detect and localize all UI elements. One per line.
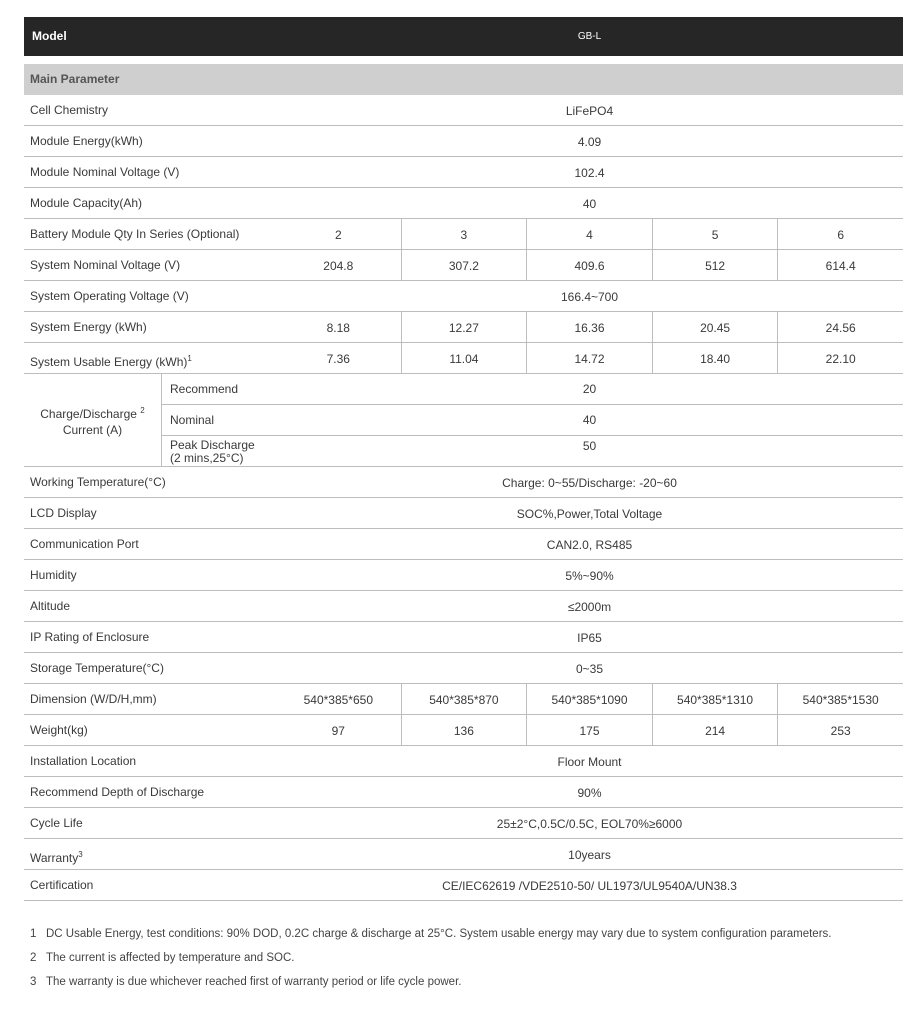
row-value: 540*385*870 <box>401 684 527 715</box>
section-header <box>24 64 903 95</box>
row-value: 40 <box>582 196 597 211</box>
table-row <box>24 808 903 839</box>
row-value: 20.45 <box>652 312 778 343</box>
row-value: SOC%,Power,Total Voltage <box>516 506 663 521</box>
charge-nominal-row <box>162 405 903 436</box>
row-value: 102.4 <box>574 165 605 180</box>
row-value: 204.8 <box>323 258 354 273</box>
row-value: 614.4 <box>777 250 903 281</box>
row-label: Installation Location <box>30 754 137 768</box>
charge-discharge-label: Charge/Discharge $^2$ Current (A) <box>24 374 162 467</box>
charge-peak-label: Peak Discharge (2 mins,25°C) <box>170 438 255 465</box>
row-label: LCD Display <box>30 506 97 520</box>
row-value: 3 <box>401 219 527 250</box>
row-label: System Usable Energy (kWh)$^1$ <box>30 354 192 369</box>
charge-peak-value: 50 <box>582 439 597 453</box>
table-row <box>24 529 903 560</box>
model-value: GB-L <box>577 31 602 42</box>
row-value: 166.4~700 <box>560 289 619 304</box>
charge-recommend-label: Recommend <box>170 382 239 396</box>
charge-discharge-block <box>24 374 903 467</box>
row-value: 97 <box>331 723 345 738</box>
row-label: System Operating Voltage (V) <box>30 289 189 303</box>
charge-recommend-row <box>162 374 903 405</box>
row-value: IP65 <box>577 630 602 645</box>
row-value: 25±2°C,0.5C/0.5C, EOL70%≥6000 <box>496 816 683 831</box>
row-label: System Energy (kWh) <box>30 320 147 334</box>
row-value: ≤2000m <box>567 599 612 614</box>
table-row <box>24 498 903 529</box>
row-label: Module Nominal Voltage (V) <box>30 165 180 179</box>
table-row <box>24 467 903 498</box>
row-value: 5%~90% <box>565 568 614 583</box>
row-value: 512 <box>652 250 778 281</box>
row-label: Altitude <box>30 599 71 613</box>
footnotes <box>24 922 903 994</box>
row-value: 14.72 <box>526 343 652 374</box>
charge-nominal-label: Nominal <box>170 413 215 427</box>
row-value: 11.04 <box>401 343 527 374</box>
row-value: 16.36 <box>526 312 652 343</box>
table-row <box>24 653 903 684</box>
charge-nominal-value: 40 <box>582 413 597 427</box>
table-row <box>24 777 903 808</box>
table-row <box>24 312 903 343</box>
table-row <box>24 343 903 374</box>
row-label: Module Energy(kWh) <box>30 134 143 148</box>
table-row <box>24 684 903 715</box>
row-value: CAN2.0, RS485 <box>546 537 633 552</box>
table-row <box>24 591 903 622</box>
table-row <box>24 95 903 126</box>
table-row <box>24 870 903 901</box>
table-row <box>24 715 903 746</box>
row-value: 0~35 <box>575 661 604 676</box>
row-label: Module Capacity(Ah) <box>30 196 143 210</box>
row-value: 7.36 <box>326 351 350 366</box>
row-label: Recommend Depth of Discharge <box>30 785 205 799</box>
row-value: 540*385*1530 <box>777 684 903 715</box>
row-label: System Nominal Voltage (V) <box>30 258 181 272</box>
row-value: 24.56 <box>777 312 903 343</box>
row-label: Weight(kg) <box>30 723 88 737</box>
footnote: 1 DC Usable Energy, test conditions: 90% DOD, 0.2C charge & discharge at 25°C. System usable energy may vary due to system configuration parameters. <box>30 928 832 940</box>
table-row <box>24 219 903 250</box>
row-value: 409.6 <box>526 250 652 281</box>
row-label: Certification <box>30 878 94 892</box>
row-label: IP Rating of Enclosure <box>30 630 150 644</box>
row-label: Humidity <box>30 568 77 582</box>
charge-peak-row <box>162 436 903 467</box>
row-value: 540*385*1090 <box>526 684 652 715</box>
row-label: Storage Temperature(°C) <box>30 661 164 675</box>
row-value: 175 <box>526 715 652 746</box>
row-value: 214 <box>652 715 778 746</box>
row-label: Cell Chemistry <box>30 103 109 117</box>
row-value: 540*385*650 <box>303 692 373 707</box>
row-label: Dimension (W/D/H,mm) <box>30 692 157 706</box>
row-label: Cycle Life <box>30 816 83 830</box>
row-value: 307.2 <box>401 250 527 281</box>
row-value: 4 <box>526 219 652 250</box>
row-label: Working Temperature(°C) <box>30 475 166 489</box>
row-value: 6 <box>777 219 903 250</box>
row-value: 540*385*1310 <box>652 684 778 715</box>
row-value: 22.10 <box>777 343 903 374</box>
table-row <box>24 157 903 188</box>
table-row <box>24 622 903 653</box>
row-value: LiFePO4 <box>565 103 614 118</box>
section-title: Main Parameter <box>30 72 120 86</box>
row-value: Charge: 0~55/Discharge: -20~60 <box>502 475 677 490</box>
row-value: 10years <box>568 847 611 862</box>
row-label: Communication Port <box>30 537 139 551</box>
table-row <box>24 188 903 219</box>
row-value: 12.27 <box>401 312 527 343</box>
row-value: 8.18 <box>326 320 350 335</box>
spec-rows-top <box>24 95 903 374</box>
row-value: 253 <box>777 715 903 746</box>
row-value: Floor Mount <box>557 754 622 769</box>
row-label: Warranty$^3$ <box>30 850 83 865</box>
charge-recommend-value: 20 <box>582 382 597 396</box>
table-row <box>24 560 903 591</box>
row-label: Battery Module Qty In Series (Optional) <box>30 227 240 241</box>
row-value: CE/IEC62619 /VDE2510-50/ UL1973/UL9540A/UN38.3 <box>442 878 737 893</box>
table-row <box>24 281 903 312</box>
footnote: 3 The warranty is due whichever reached first of warranty period or life cycle power. <box>30 976 462 988</box>
row-value: 5 <box>652 219 778 250</box>
row-value: 2 <box>334 227 342 242</box>
table-row <box>24 839 903 870</box>
table-row <box>24 126 903 157</box>
table-header <box>24 17 903 56</box>
table-row <box>24 250 903 281</box>
row-value: 18.40 <box>652 343 778 374</box>
row-value: 90% <box>577 785 602 800</box>
row-value: 4.09 <box>577 134 602 149</box>
table-row <box>24 746 903 777</box>
model-label: Model <box>32 29 67 43</box>
footnote: 2 The current is affected by temperature and SOC. <box>30 952 295 964</box>
spec-rows-bottom <box>24 467 903 901</box>
row-value: 136 <box>401 715 527 746</box>
spec-table <box>24 95 903 901</box>
